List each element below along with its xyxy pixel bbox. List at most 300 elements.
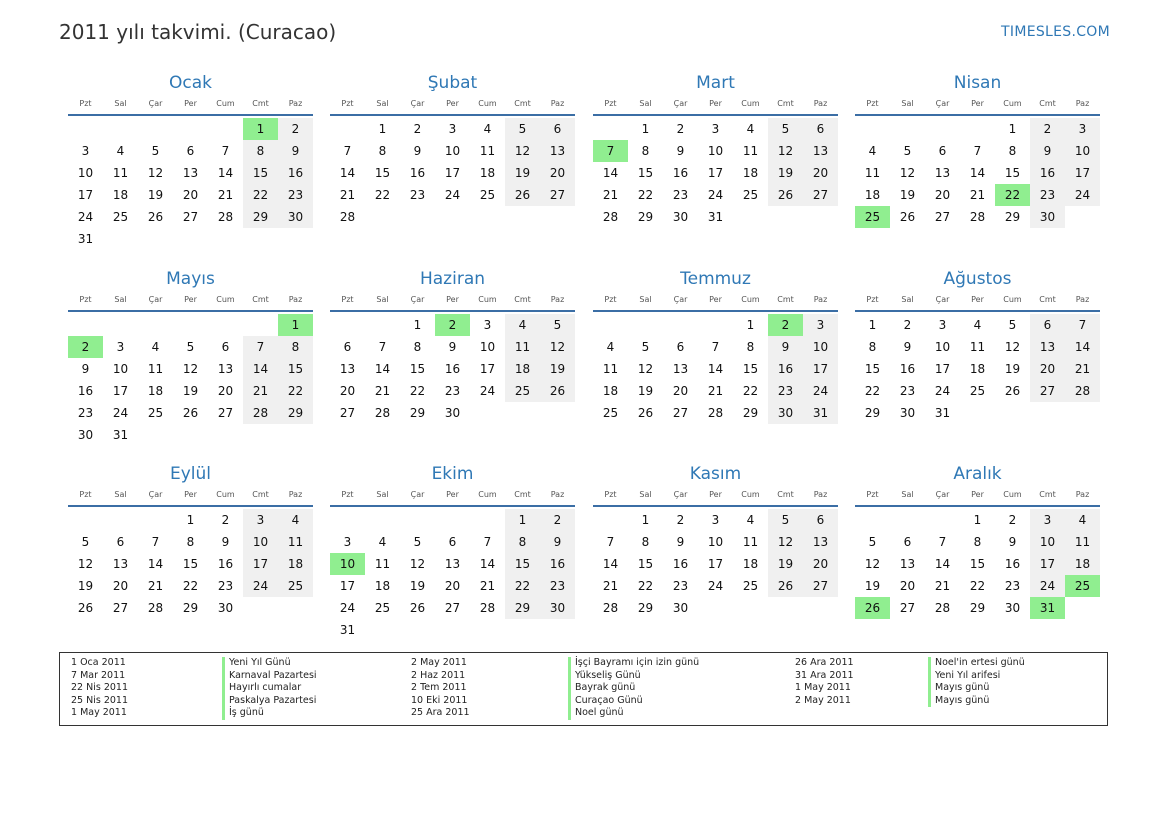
empty-cell xyxy=(593,118,628,140)
day-cell: 4 xyxy=(868,144,877,158)
day-cell: 14 xyxy=(602,166,619,180)
day-cell: 12 xyxy=(637,362,654,376)
day-cell: 26 xyxy=(768,575,803,597)
empty-cell xyxy=(330,118,365,140)
weekday-label: Çar xyxy=(935,294,950,304)
day-cell: 1 xyxy=(378,122,387,136)
day-cell: 17 xyxy=(479,362,496,376)
holiday-day-cell: 22 xyxy=(995,184,1030,206)
day-cell: 26 xyxy=(147,210,164,224)
day-cell: 15 xyxy=(637,557,654,571)
day-cell: 5 xyxy=(413,535,422,549)
day-cell: 15 xyxy=(182,557,199,571)
month-calendar xyxy=(68,463,313,619)
day-cell: 16 xyxy=(768,358,803,380)
month-name: Temmuz xyxy=(680,269,751,289)
day-cell: 15 xyxy=(637,166,654,180)
holiday-day-cell: 1 xyxy=(243,118,278,140)
day-cell: 9 xyxy=(413,144,422,158)
day-cell: 23 xyxy=(540,575,575,597)
empty-cell xyxy=(68,314,103,336)
empty-cell xyxy=(890,118,925,140)
day-cell: 28 xyxy=(217,210,234,224)
day-cell: 11 xyxy=(864,166,881,180)
legend-date: 7 Mar 2011 xyxy=(71,669,126,681)
empty-cell xyxy=(593,509,628,531)
day-cell: 30 xyxy=(278,206,313,228)
empty-cell xyxy=(365,509,400,531)
empty-cell xyxy=(400,509,435,531)
day-cell: 25 xyxy=(479,188,496,202)
day-cell: 30 xyxy=(672,601,689,615)
day-cell: 5 xyxy=(641,340,650,354)
day-cell: 2 xyxy=(676,122,685,136)
weekday-label: Cum xyxy=(216,489,235,499)
month-name: Ocak xyxy=(169,73,212,93)
day-cell: 22 xyxy=(864,384,881,398)
day-cell: 11 xyxy=(602,362,619,376)
day-cell: 2 xyxy=(676,513,685,527)
day-cell: 22 xyxy=(278,380,313,402)
day-cell: 5 xyxy=(151,144,160,158)
day-cell: 22 xyxy=(243,184,278,206)
day-cell: 14 xyxy=(1065,336,1100,358)
day-cell: 11 xyxy=(278,531,313,553)
day-grid xyxy=(330,509,575,641)
empty-cell xyxy=(138,314,173,336)
day-cell: 13 xyxy=(182,166,199,180)
day-cell: 7 xyxy=(606,535,615,549)
day-cell: 28 xyxy=(602,601,619,615)
day-cell: 15 xyxy=(505,553,540,575)
holiday-day-cell: 25 xyxy=(1065,575,1100,597)
empty-cell xyxy=(103,509,138,531)
day-cell: 31 xyxy=(707,210,724,224)
day-cell: 3 xyxy=(1065,118,1100,140)
day-cell: 26 xyxy=(77,601,94,615)
day-cell: 22 xyxy=(374,188,391,202)
weekday-label: Çar xyxy=(410,489,425,499)
day-cell: 24 xyxy=(1065,184,1100,206)
day-cell: 17 xyxy=(707,166,724,180)
day-grid xyxy=(855,118,1100,228)
day-grid xyxy=(68,509,313,619)
day-cell: 22 xyxy=(409,384,426,398)
day-cell: 18 xyxy=(969,362,986,376)
weekday-label: Sal xyxy=(901,98,914,108)
weekday-header xyxy=(593,290,838,308)
month-name: Mart xyxy=(696,73,735,93)
legend-holiday-name: İşçi Bayramı için izin günü xyxy=(568,657,699,670)
day-cell: 4 xyxy=(483,122,492,136)
day-cell: 11 xyxy=(374,557,391,571)
holiday-day-cell: 26 xyxy=(855,597,890,619)
day-cell: 16 xyxy=(77,384,94,398)
day-cell: 31 xyxy=(803,402,838,424)
weekday-label: Pzt xyxy=(866,98,879,108)
weekday-label: Per xyxy=(709,294,722,304)
day-cell: 27 xyxy=(1030,380,1065,402)
weekday-label: Paz xyxy=(813,98,828,108)
day-cell: 8 xyxy=(243,140,278,162)
weekday-label: Per xyxy=(709,98,722,108)
day-cell: 17 xyxy=(77,188,94,202)
day-cell: 17 xyxy=(707,557,724,571)
day-cell: 6 xyxy=(116,535,125,549)
day-cell: 5 xyxy=(868,535,877,549)
day-cell: 19 xyxy=(147,188,164,202)
weekday-label: Pzt xyxy=(604,98,617,108)
legend-date: 10 Eki 2011 xyxy=(411,694,468,706)
month-name: Aralık xyxy=(953,464,1002,484)
holiday-day-cell: 2 xyxy=(68,336,103,358)
day-cell: 2 xyxy=(221,513,230,527)
weekday-label: Cmt xyxy=(777,489,794,499)
day-cell: 9 xyxy=(1030,140,1065,162)
empty-cell xyxy=(208,118,243,140)
day-cell: 6 xyxy=(186,144,195,158)
day-cell: 5 xyxy=(540,314,575,336)
legend-date: 2 May 2011 xyxy=(795,694,851,706)
day-cell: 24 xyxy=(1030,575,1065,597)
day-cell: 7 xyxy=(378,340,387,354)
weekday-label: Per xyxy=(184,294,197,304)
day-cell: 28 xyxy=(707,406,724,420)
day-cell: 7 xyxy=(221,144,230,158)
weekday-label: Paz xyxy=(550,98,565,108)
weekday-label: Paz xyxy=(813,294,828,304)
day-cell: 5 xyxy=(768,509,803,531)
weekday-label: Cum xyxy=(216,294,235,304)
weekday-label: Paz xyxy=(1075,98,1090,108)
day-cell: 15 xyxy=(969,557,986,571)
holiday-day-cell: 31 xyxy=(1030,597,1065,619)
month-calendar xyxy=(68,72,313,250)
legend-date: 1 May 2011 xyxy=(795,682,851,694)
day-cell: 24 xyxy=(112,406,129,420)
day-cell: 21 xyxy=(217,188,234,202)
weekday-label: Çar xyxy=(148,98,163,108)
empty-cell xyxy=(925,509,960,531)
weekday-label: Çar xyxy=(673,489,688,499)
weekday-label: Per xyxy=(446,489,459,499)
day-cell: 27 xyxy=(803,184,838,206)
weekday-label: Pzt xyxy=(79,489,92,499)
day-cell: 29 xyxy=(409,406,426,420)
month-calendar xyxy=(855,268,1100,424)
legend-names-column-1 xyxy=(222,657,317,720)
empty-cell xyxy=(365,314,400,336)
day-cell: 9 xyxy=(221,535,230,549)
weekday-label: Sal xyxy=(901,294,914,304)
day-cell: 14 xyxy=(374,362,391,376)
day-cell: 14 xyxy=(339,166,356,180)
day-cell: 22 xyxy=(969,579,986,593)
day-cell: 16 xyxy=(672,557,689,571)
day-cell: 20 xyxy=(217,384,234,398)
legend-holiday-name: Yeni Yıl arifesi xyxy=(928,670,1025,683)
day-cell: 15 xyxy=(742,362,759,376)
day-cell: 14 xyxy=(602,557,619,571)
month-calendar xyxy=(68,268,313,446)
day-cell: 12 xyxy=(540,336,575,358)
day-cell: 19 xyxy=(77,579,94,593)
day-cell: 20 xyxy=(182,188,199,202)
day-cell: 4 xyxy=(278,509,313,531)
day-cell: 28 xyxy=(602,210,619,224)
weekday-label: Sal xyxy=(114,489,127,499)
day-cell: 19 xyxy=(540,358,575,380)
day-cell: 1 xyxy=(746,318,755,332)
day-cell: 12 xyxy=(768,531,803,553)
weekday-label: Paz xyxy=(550,489,565,499)
day-cell: 16 xyxy=(278,162,313,184)
holiday-day-cell: 10 xyxy=(330,553,365,575)
day-cell: 14 xyxy=(934,557,951,571)
weekday-header xyxy=(593,485,838,503)
holiday-legend xyxy=(59,652,1108,726)
day-cell: 27 xyxy=(339,406,356,420)
day-cell: 30 xyxy=(768,402,803,424)
weekday-label: Per xyxy=(971,98,984,108)
day-cell: 12 xyxy=(77,557,94,571)
day-cell: 19 xyxy=(505,162,540,184)
day-cell: 4 xyxy=(1065,509,1100,531)
empty-cell xyxy=(68,509,103,531)
day-cell: 31 xyxy=(112,428,129,442)
day-cell: 4 xyxy=(746,513,755,527)
weekday-label: Cum xyxy=(741,294,760,304)
day-cell: 4 xyxy=(606,340,615,354)
weekday-label: Cmt xyxy=(252,489,269,499)
header-divider xyxy=(593,505,838,507)
legend-names-column-3 xyxy=(928,657,1025,707)
day-cell: 3 xyxy=(116,340,125,354)
weekday-label: Sal xyxy=(114,98,127,108)
day-cell: 5 xyxy=(186,340,195,354)
day-cell: 14 xyxy=(217,166,234,180)
weekday-label: Cum xyxy=(741,489,760,499)
weekday-label: Cmt xyxy=(252,98,269,108)
day-cell: 25 xyxy=(278,575,313,597)
day-cell: 23 xyxy=(77,406,94,420)
legend-holiday-name: Paskalya Pazartesi xyxy=(222,695,317,708)
day-cell: 9 xyxy=(448,340,457,354)
day-cell: 30 xyxy=(899,406,916,420)
legend-holiday-name: Yeni Yıl Günü xyxy=(222,657,317,670)
weekday-label: Çar xyxy=(673,294,688,304)
weekday-label: Per xyxy=(446,98,459,108)
day-cell: 8 xyxy=(746,340,755,354)
day-cell: 21 xyxy=(339,188,356,202)
weekday-label: Çar xyxy=(935,489,950,499)
day-cell: 24 xyxy=(77,210,94,224)
day-cell: 23 xyxy=(1030,184,1065,206)
day-cell: 26 xyxy=(182,406,199,420)
day-cell: 13 xyxy=(217,362,234,376)
weekday-label: Cum xyxy=(478,294,497,304)
weekday-header xyxy=(855,94,1100,112)
day-cell: 25 xyxy=(742,579,759,593)
day-cell: 25 xyxy=(742,188,759,202)
day-cell: 23 xyxy=(217,579,234,593)
day-cell: 23 xyxy=(672,188,689,202)
day-cell: 24 xyxy=(444,188,461,202)
day-cell: 28 xyxy=(969,210,986,224)
day-cell: 7 xyxy=(973,144,982,158)
day-cell: 24 xyxy=(803,380,838,402)
day-cell: 2 xyxy=(278,118,313,140)
header-divider xyxy=(330,310,575,312)
day-cell: 18 xyxy=(479,166,496,180)
day-cell: 25 xyxy=(505,380,540,402)
month-calendar xyxy=(330,268,575,424)
day-cell: 10 xyxy=(707,144,724,158)
site-link[interactable]: TIMESLES.COM xyxy=(1001,24,1110,40)
day-cell: 1 xyxy=(973,513,982,527)
legend-holiday-name: Hayırlı cumalar xyxy=(222,682,317,695)
day-cell: 22 xyxy=(182,579,199,593)
day-cell: 23 xyxy=(409,188,426,202)
day-cell: 18 xyxy=(112,188,129,202)
weekday-label: Cum xyxy=(741,98,760,108)
day-cell: 11 xyxy=(742,144,759,158)
empty-cell xyxy=(855,118,890,140)
weekday-label: Çar xyxy=(410,98,425,108)
day-cell: 10 xyxy=(1065,140,1100,162)
day-cell: 8 xyxy=(641,144,650,158)
day-cell: 14 xyxy=(147,557,164,571)
day-cell: 2 xyxy=(1008,513,1017,527)
weekday-label: Sal xyxy=(639,294,652,304)
day-cell: 19 xyxy=(182,384,199,398)
legend-date: 1 May 2011 xyxy=(71,707,127,719)
day-cell: 6 xyxy=(221,340,230,354)
month-name: Nisan xyxy=(953,73,1002,93)
legend-date: 31 Ara 2011 xyxy=(795,669,854,681)
weekday-label: Cum xyxy=(478,98,497,108)
weekday-label: Pzt xyxy=(341,294,354,304)
day-cell: 16 xyxy=(1030,162,1065,184)
day-cell: 8 xyxy=(868,340,877,354)
weekday-header xyxy=(68,290,313,308)
day-cell: 17 xyxy=(1030,553,1065,575)
weekday-label: Cum xyxy=(1003,294,1022,304)
day-cell: 7 xyxy=(343,144,352,158)
legend-holiday-name: Karnaval Pazartesi xyxy=(222,670,317,683)
day-cell: 22 xyxy=(637,188,654,202)
day-cell: 17 xyxy=(112,384,129,398)
legend-holiday-name: Bayrak günü xyxy=(568,682,699,695)
day-cell: 4 xyxy=(378,535,387,549)
legend-holiday-name: Yükseliş Günü xyxy=(568,670,699,683)
weekday-label: Cum xyxy=(478,489,497,499)
header-divider xyxy=(68,310,313,312)
day-cell: 5 xyxy=(903,144,912,158)
weekday-label: Cmt xyxy=(514,489,531,499)
day-cell: 27 xyxy=(444,601,461,615)
weekday-header xyxy=(330,290,575,308)
day-cell: 13 xyxy=(444,557,461,571)
day-cell: 29 xyxy=(637,601,654,615)
day-cell: 12 xyxy=(899,166,916,180)
day-cell: 16 xyxy=(1004,557,1021,571)
weekday-label: Çar xyxy=(410,294,425,304)
holiday-day-cell: 1 xyxy=(278,314,313,336)
weekday-label: Paz xyxy=(813,489,828,499)
month-calendar xyxy=(330,463,575,641)
header-divider xyxy=(68,505,313,507)
day-grid xyxy=(855,509,1100,619)
empty-cell xyxy=(890,509,925,531)
day-cell: 26 xyxy=(540,380,575,402)
day-cell: 5 xyxy=(1008,318,1017,332)
day-cell: 14 xyxy=(707,362,724,376)
day-cell: 28 xyxy=(147,601,164,615)
day-cell: 9 xyxy=(676,535,685,549)
day-cell: 13 xyxy=(899,557,916,571)
day-cell: 11 xyxy=(1065,531,1100,553)
day-cell: 4 xyxy=(116,144,125,158)
weekday-label: Pzt xyxy=(341,489,354,499)
day-cell: 31 xyxy=(77,232,94,246)
day-cell: 11 xyxy=(969,340,986,354)
day-cell: 29 xyxy=(637,210,654,224)
day-cell: 14 xyxy=(243,358,278,380)
legend-date: 2 Tem 2011 xyxy=(411,682,467,694)
day-cell: 9 xyxy=(676,144,685,158)
day-cell: 29 xyxy=(182,601,199,615)
legend-holiday-name: Mayıs günü xyxy=(928,682,1025,695)
day-cell: 18 xyxy=(864,188,881,202)
day-cell: 9 xyxy=(1008,535,1017,549)
legend-holiday-name: Mayıs günü xyxy=(928,695,1025,708)
day-cell: 3 xyxy=(711,513,720,527)
month-name: Mayıs xyxy=(166,269,215,289)
day-grid xyxy=(330,314,575,424)
legend-date: 1 Oca 2011 xyxy=(71,657,126,668)
day-cell: 12 xyxy=(864,557,881,571)
day-cell: 29 xyxy=(243,206,278,228)
month-calendar xyxy=(593,463,838,619)
weekday-label: Sal xyxy=(114,294,127,304)
legend-date: 2 May 2011 xyxy=(411,657,467,668)
day-cell: 6 xyxy=(803,509,838,531)
day-grid xyxy=(593,314,838,424)
day-cell: 6 xyxy=(1030,314,1065,336)
legend-names-column-2 xyxy=(568,657,699,720)
weekday-label: Cum xyxy=(216,98,235,108)
day-cell: 1 xyxy=(505,509,540,531)
weekday-header xyxy=(593,94,838,112)
day-cell: 21 xyxy=(934,579,951,593)
day-cell: 20 xyxy=(444,579,461,593)
day-cell: 1 xyxy=(868,318,877,332)
day-cell: 26 xyxy=(637,406,654,420)
day-cell: 21 xyxy=(602,579,619,593)
day-cell: 16 xyxy=(409,166,426,180)
weekday-label: Cmt xyxy=(1039,98,1056,108)
day-cell: 16 xyxy=(672,166,689,180)
day-cell: 10 xyxy=(1030,531,1065,553)
day-cell: 4 xyxy=(151,340,160,354)
day-cell: 5 xyxy=(81,535,90,549)
day-cell: 23 xyxy=(1004,579,1021,593)
month-calendar xyxy=(330,72,575,228)
day-cell: 2 xyxy=(413,122,422,136)
day-cell: 21 xyxy=(243,380,278,402)
day-cell: 20 xyxy=(803,162,838,184)
